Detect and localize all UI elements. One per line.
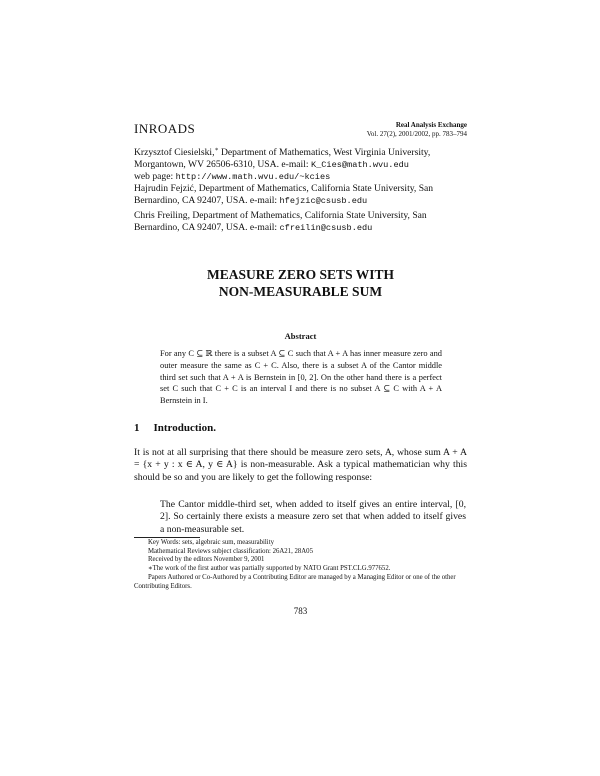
intro-quote: The Cantor middle-third set, when added to itself gives an entire interval, [0, 2]. So certainly there exists a measure zero set that when added to itself gives a non-measurable set. bbox=[160, 499, 466, 535]
intro-paragraph: It is not at all surprising that there should be measure zero sets, A, whose sum A + A = {x + y : x ∈ A, y ∈ A} is non-measurable. Ask a typical mathematician why this should be so and you are likely to get the following response: bbox=[134, 447, 467, 483]
author-block-freiling bbox=[134, 210, 472, 234]
journal-name: Real Analysis Exchange bbox=[395, 121, 467, 129]
section-title: Introduction. bbox=[153, 422, 216, 434]
title-line-2: NON-MEASURABLE SUM bbox=[218, 284, 383, 299]
author-block-ciesielski bbox=[134, 144, 472, 183]
footnote-msc: Mathematical Reviews subject classification: 26A21, 28A05 bbox=[148, 547, 313, 555]
author-email[interactable]: K_Cies@math.wvu.edu bbox=[310, 160, 409, 171]
author-web-link[interactable]: http://www.math.wvu.edu/~kcies bbox=[175, 172, 331, 183]
paper-title bbox=[134, 266, 467, 300]
footnote-mark: ∗ bbox=[214, 147, 219, 153]
page-number: 783 bbox=[293, 606, 308, 616]
footnote-editor-note: Papers Authored or Co-Authored by a Contributing Editor are managed by a Managing Editor or one of the other Contributing Editors. bbox=[134, 573, 456, 590]
author-name: Krzysztof Ciesielski, bbox=[134, 147, 215, 159]
footnotes bbox=[134, 539, 467, 591]
author-block-fejzic bbox=[134, 183, 472, 207]
journal-volume-pages: Vol. 27(2), 2001/2002, pp. 783–794 bbox=[366, 130, 467, 138]
author-email[interactable]: hfejzic@csusb.edu bbox=[279, 196, 368, 206]
section-number: 1 bbox=[134, 422, 140, 434]
footnote-rule bbox=[134, 537, 200, 538]
title-line-1: MEASURE ZERO SETS WITH bbox=[207, 267, 394, 282]
abstract-text: For any C ⊆ ℝ there is a subset A ⊆ C such that A + A has inner measure zero and outer measure the same as C + C. Also, there is a subset A of the Cantor middle third set such that A + A is Bernstein in [0, 2]. On the other hand there is a perfect set C such that C + C is an interval I and there is no subset A ⊆ C with A + A Bernstein in I. bbox=[160, 349, 442, 406]
section-heading bbox=[134, 422, 216, 434]
abstract-heading: Abstract bbox=[284, 331, 317, 341]
author-affiliation: Department of Mathematics, West Virginia University, Morgantown, WV 26506-6310, USA. e-mail: bbox=[134, 147, 431, 171]
footnote-received: Received by the editors November 9, 2001 bbox=[148, 556, 265, 564]
footnote-support: ∗The work of the first author was partially supported by NATO Grant PST.CLG.977652. bbox=[148, 565, 391, 573]
author-affiliation: Department of Mathematics, California State University, San Bernardino, CA 92407, USA. e-mail: bbox=[134, 210, 427, 233]
author-name: Hajrudin Fejzić, bbox=[134, 183, 197, 194]
author-name: Chris Freiling, bbox=[134, 210, 190, 221]
author-affiliation: Department of Mathematics, California State University, San Bernardino, CA 92407, USA. e-mail: bbox=[134, 183, 434, 206]
author-email[interactable]: cfreilin@csusb.edu bbox=[279, 223, 373, 233]
footnote-keywords: Key Words: sets, algebraic sum, measurability bbox=[148, 539, 274, 546]
section-heading-inroads: INROADS bbox=[134, 121, 196, 136]
journal-info bbox=[367, 121, 467, 139]
web-label: web page: bbox=[134, 171, 176, 183]
